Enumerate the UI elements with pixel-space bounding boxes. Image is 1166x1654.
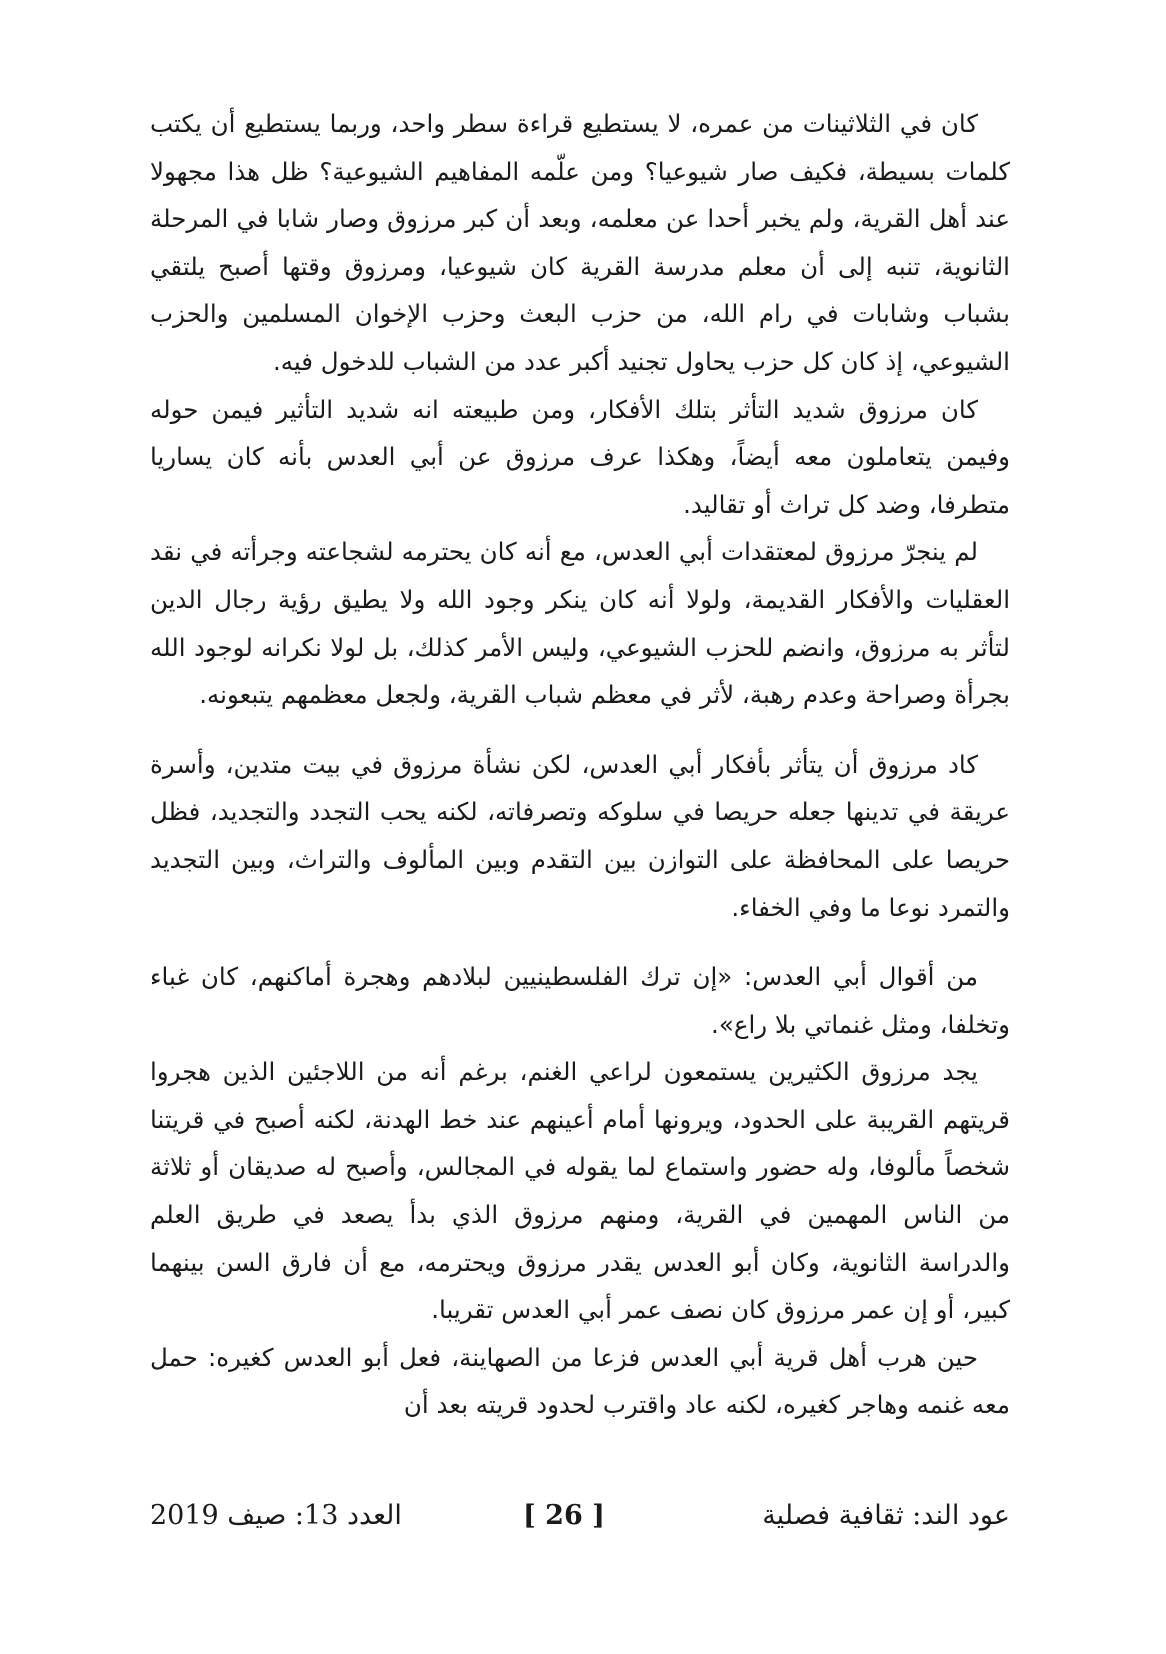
- paragraph-1: كان في الثلاثينات من عمره، لا يستطيع قراءة سطر واحد، وربما يستطيع أن يكتب كلمات بسيطة، فكيف صار شيوعيا؟ ومن علّمه المفاهيم الشيوعية؟ ظل هذا مجهولا عند أهل القرية، ولم يخبر أحدا عن معلمه، وبعد أن كبر مرزوق وصار شابا في المرحلة الثانوية، تنبه إلى أن معلم مدرسة القرية كان شيوعيا، ومرزوق وقتها أصبح يلتقي بشباب وشابات في رام الله، من حزب البعث وحزب الإخوان المسلمين والحزب الشيوعي، إذ كان كل حزب يحاول تجنيد أكبر عدد من الشباب للدخول فيه.: [150, 109, 1010, 376]
- paragraph-6: يجد مرزوق الكثيرين يستمعون لراعي الغنم، برغم أنه من اللاجئين الذين هجروا قريتهم القريبة على الحدود، ويرونها أمام أعينهم عند خط الهدنة، لكنه أصبح في قريتنا شخصاً مألوفا، وله حضور واستماع لما يقوله في المجالس، وأصبح له صديقان أو ثلاثة من الناس المهمين في القرية، ومنهم مرزوق الذي بدأ يصعد في طريق العلم والدراسة الثانوية، وكان أبو العدس يقدر مرزوق ويحترمه، مع أن فارق السن بينهما كبير، أو إن عمر مرزوق كان نصف عمر أبي العدس تقريبا.: [150, 1057, 1010, 1325]
- paragraph-7: حين هرب أهل قرية أبي العدس فزعا من الصهاينة، فعل أبو العدس كغيره: حمل معه غنمه وهاجر كغيره، لكنه عاد واقترب لحدود قريته بعد أن: [150, 1342, 1010, 1420]
- page-footer: [150, 1500, 1010, 1550]
- magazine-title: عود الند: ثقافية فصلية: [762, 1500, 1010, 1531]
- article-body: [150, 100, 1010, 1429]
- paragraph-5: من أقوال أبي العدس: «إن ترك الفلسطينيين لبلادهم وهجرة أماكنهم، كان غباء وتخلفا، ومثل غنماتي بلا راع».: [150, 962, 1010, 1039]
- paragraph-2: كان مرزوق شديد التأثر بتلك الأفكار، ومن طبيعته انه شديد التأثير فيمن حوله وفيمن يتعاملون معه أيضاً، وهكذا عرف مرزوق عن أبي العدس بأنه كان يساريا متطرفا، وضد كل تراث أو تقاليد.: [150, 394, 1010, 519]
- page-number: [ 26 ]: [523, 1500, 605, 1531]
- paragraph-3: لم ينجرّ مرزوق لمعتقدات أبي العدس، مع أنه كان يحترمه لشجاعته وجرأته في نقد العقليات والأفكار القديمة، ولولا أنه كان ينكر وجود الله ولا يطيق رؤية رجال الدين لتأثر به مرزوق، وانضم للحزب الشيوعي، وليس الأمر كذلك، بل لولا نكرانه لوجود الله بجرأة وصراحة وعدم رهبة، لأثر في معظم شباب القرية، ولجعل معظمهم يتبعونه.: [150, 537, 1010, 710]
- paragraph-4: كاد مرزوق أن يتأثر بأفكار أبي العدس، لكن نشأة مرزوق في بيت متدين، وأسرة عريقة في تدينها جعله حريصا في سلوكه وتصرفاته، لكنه يحب التجدد والتجديد، فظل حريصا على المحافظة على التوازن بين التقدم وبين المألوف والتراث، وبين التجديد والتمرد نوعا ما وفي الخفاء.: [150, 749, 1010, 922]
- issue-info: العدد 13: صيف 2019: [150, 1500, 402, 1531]
